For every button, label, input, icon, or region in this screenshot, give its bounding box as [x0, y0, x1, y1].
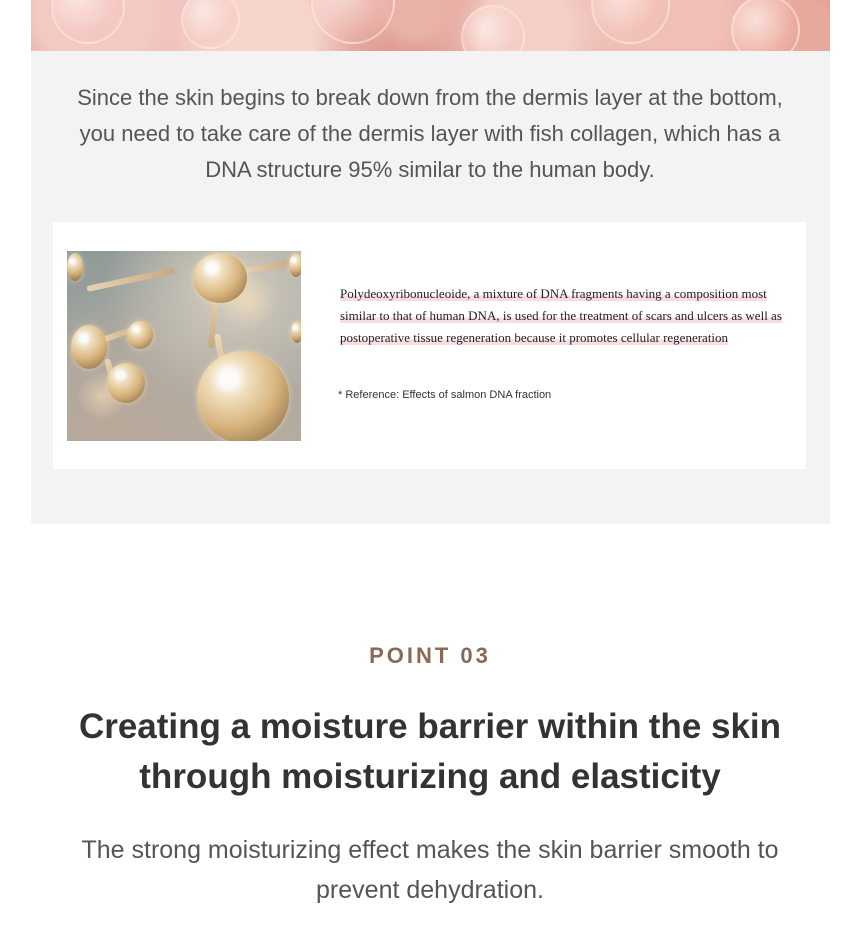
intro-text: Since the skin begins to break down from the dermis layer at the bottom, you need to take care of the dermis layer with fish collagen, which has a DNA structure 95% similar to the human body.: [77, 85, 783, 182]
collagen-banner-image: [31, 0, 830, 51]
reference-note: * Reference: Effects of salmon DNA fraction: [338, 389, 552, 401]
point-label: POINT 03: [369, 643, 491, 668]
dna-description: [340, 283, 790, 349]
section-subtext: The strong moisturizing effect makes the skin barrier smooth to prevent dehydration.: [81, 836, 779, 904]
dna-description-text: Polydeoxyribonucleoide, a mixture of DNA fragments having a composition most similar to that of human DNA, is used for the treatment of scars and ulcers as well as postoperative tissue regeneration because it promotes cellular regeneration: [340, 286, 782, 345]
section-headline: Creating a moisture barrier within the skin through moisturizing and elasticity: [78, 707, 782, 796]
dna-molecule-image: [67, 251, 301, 441]
